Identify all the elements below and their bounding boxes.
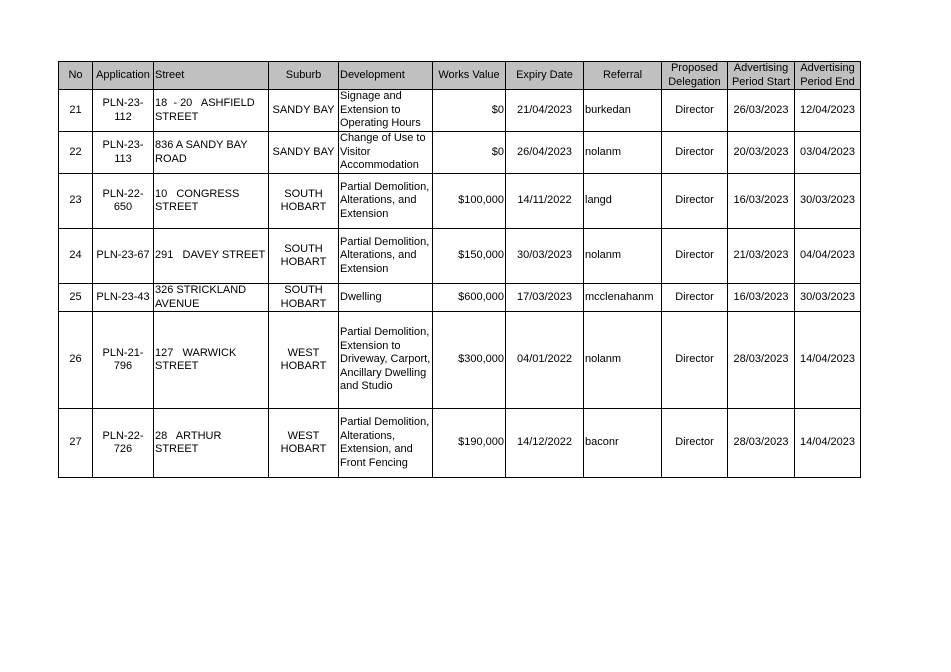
cell-street: 10 CONGRESS STREET xyxy=(154,174,269,229)
cell-works-value: $0 xyxy=(433,90,506,132)
cell-advertising-start: 28/03/2023 xyxy=(728,409,795,478)
header-suburb: Suburb xyxy=(269,62,339,90)
cell-development: Dwelling xyxy=(339,284,433,312)
cell-application: PLN-23-43 xyxy=(93,284,154,312)
cell-no: 23 xyxy=(59,174,93,229)
cell-works-value: $300,000 xyxy=(433,312,506,409)
table-row xyxy=(59,284,861,312)
cell-advertising-start: 20/03/2023 xyxy=(728,132,795,174)
table-header xyxy=(59,62,861,90)
cell-advertising-end: 04/04/2023 xyxy=(795,229,861,284)
cell-delegation: Director xyxy=(662,409,728,478)
header-application: Application xyxy=(93,62,154,90)
cell-delegation: Director xyxy=(662,229,728,284)
cell-street: 127 WARWICK STREET xyxy=(154,312,269,409)
cell-suburb: SANDY BAY xyxy=(269,90,339,132)
cell-street: 291 DAVEY STREET xyxy=(154,229,269,284)
cell-application: PLN-22-726 xyxy=(93,409,154,478)
header-advertising-end: Advertising Period End xyxy=(795,62,861,90)
cell-works-value: $100,000 xyxy=(433,174,506,229)
cell-development: Partial Demolition, Alterations, Extension, and Front Fencing xyxy=(339,409,433,478)
cell-street: 326 STRICKLAND AVENUE xyxy=(154,284,269,312)
cell-advertising-start: 28/03/2023 xyxy=(728,312,795,409)
cell-advertising-end: 12/04/2023 xyxy=(795,90,861,132)
cell-advertising-end: 14/04/2023 xyxy=(795,312,861,409)
table-row xyxy=(59,132,861,174)
cell-development: Change of Use to Visitor Accommodation xyxy=(339,132,433,174)
cell-no: 25 xyxy=(59,284,93,312)
header-proposed-delegation: Proposed Delegation xyxy=(662,62,728,90)
cell-delegation: Director xyxy=(662,284,728,312)
cell-no: 22 xyxy=(59,132,93,174)
cell-referral: mcclenahanm xyxy=(584,284,662,312)
cell-advertising-start: 26/03/2023 xyxy=(728,90,795,132)
header-works-value: Works Value xyxy=(433,62,506,90)
cell-development: Signage and Extension to Operating Hours xyxy=(339,90,433,132)
cell-delegation: Director xyxy=(662,132,728,174)
cell-no: 26 xyxy=(59,312,93,409)
table-row xyxy=(59,90,861,132)
cell-referral: nolanm xyxy=(584,312,662,409)
cell-application: PLN-22-650 xyxy=(93,174,154,229)
cell-advertising-end: 30/03/2023 xyxy=(795,284,861,312)
table-row xyxy=(59,409,861,478)
cell-advertising-end: 14/04/2023 xyxy=(795,409,861,478)
cell-no: 24 xyxy=(59,229,93,284)
cell-application: PLN-23-112 xyxy=(93,90,154,132)
cell-street: 836 A SANDY BAY ROAD xyxy=(154,132,269,174)
cell-suburb: SOUTH HOBART xyxy=(269,229,339,284)
cell-expiry-date: 17/03/2023 xyxy=(506,284,584,312)
table-row xyxy=(59,312,861,409)
cell-expiry-date: 21/04/2023 xyxy=(506,90,584,132)
cell-no: 27 xyxy=(59,409,93,478)
cell-expiry-date: 14/12/2022 xyxy=(506,409,584,478)
table-row xyxy=(59,174,861,229)
cell-referral: burkedan xyxy=(584,90,662,132)
cell-advertising-start: 21/03/2023 xyxy=(728,229,795,284)
applications-table xyxy=(58,61,861,478)
cell-advertising-end: 03/04/2023 xyxy=(795,132,861,174)
cell-suburb: SOUTH HOBART xyxy=(269,284,339,312)
cell-works-value: $0 xyxy=(433,132,506,174)
header-row xyxy=(59,62,861,90)
cell-works-value: $190,000 xyxy=(433,409,506,478)
cell-street: 18 - 20 ASHFIELD STREET xyxy=(154,90,269,132)
cell-no: 21 xyxy=(59,90,93,132)
cell-referral: langd xyxy=(584,174,662,229)
cell-referral: baconr xyxy=(584,409,662,478)
cell-expiry-date: 04/01/2022 xyxy=(506,312,584,409)
cell-suburb: SANDY BAY xyxy=(269,132,339,174)
table-body xyxy=(59,90,861,478)
header-street: Street xyxy=(154,62,269,90)
cell-development: Partial Demolition, Extension to Driveway, Carport, Ancillary Dwelling and Studio xyxy=(339,312,433,409)
header-expiry-date: Expiry Date xyxy=(506,62,584,90)
cell-delegation: Director xyxy=(662,90,728,132)
cell-expiry-date: 26/04/2023 xyxy=(506,132,584,174)
cell-advertising-end: 30/03/2023 xyxy=(795,174,861,229)
cell-expiry-date: 30/03/2023 xyxy=(506,229,584,284)
cell-application: PLN-23-67 xyxy=(93,229,154,284)
cell-delegation: Director xyxy=(662,174,728,229)
cell-application: PLN-21-796 xyxy=(93,312,154,409)
cell-suburb: WEST HOBART xyxy=(269,312,339,409)
cell-development: Partial Demolition, Alterations, and Extension xyxy=(339,229,433,284)
cell-development: Partial Demolition, Alterations, and Extension xyxy=(339,174,433,229)
cell-referral: nolanm xyxy=(584,229,662,284)
header-referral: Referral xyxy=(584,62,662,90)
header-no: No xyxy=(59,62,93,90)
cell-advertising-start: 16/03/2023 xyxy=(728,284,795,312)
cell-advertising-start: 16/03/2023 xyxy=(728,174,795,229)
header-advertising-start: Advertising Period Start xyxy=(728,62,795,90)
table-row xyxy=(59,229,861,284)
cell-referral: nolanm xyxy=(584,132,662,174)
cell-delegation: Director xyxy=(662,312,728,409)
header-development: Development xyxy=(339,62,433,90)
cell-application: PLN-23-113 xyxy=(93,132,154,174)
cell-street: 28 ARTHUR STREET xyxy=(154,409,269,478)
cell-suburb: SOUTH HOBART xyxy=(269,174,339,229)
cell-works-value: $600,000 xyxy=(433,284,506,312)
cell-expiry-date: 14/11/2022 xyxy=(506,174,584,229)
cell-suburb: WEST HOBART xyxy=(269,409,339,478)
cell-works-value: $150,000 xyxy=(433,229,506,284)
